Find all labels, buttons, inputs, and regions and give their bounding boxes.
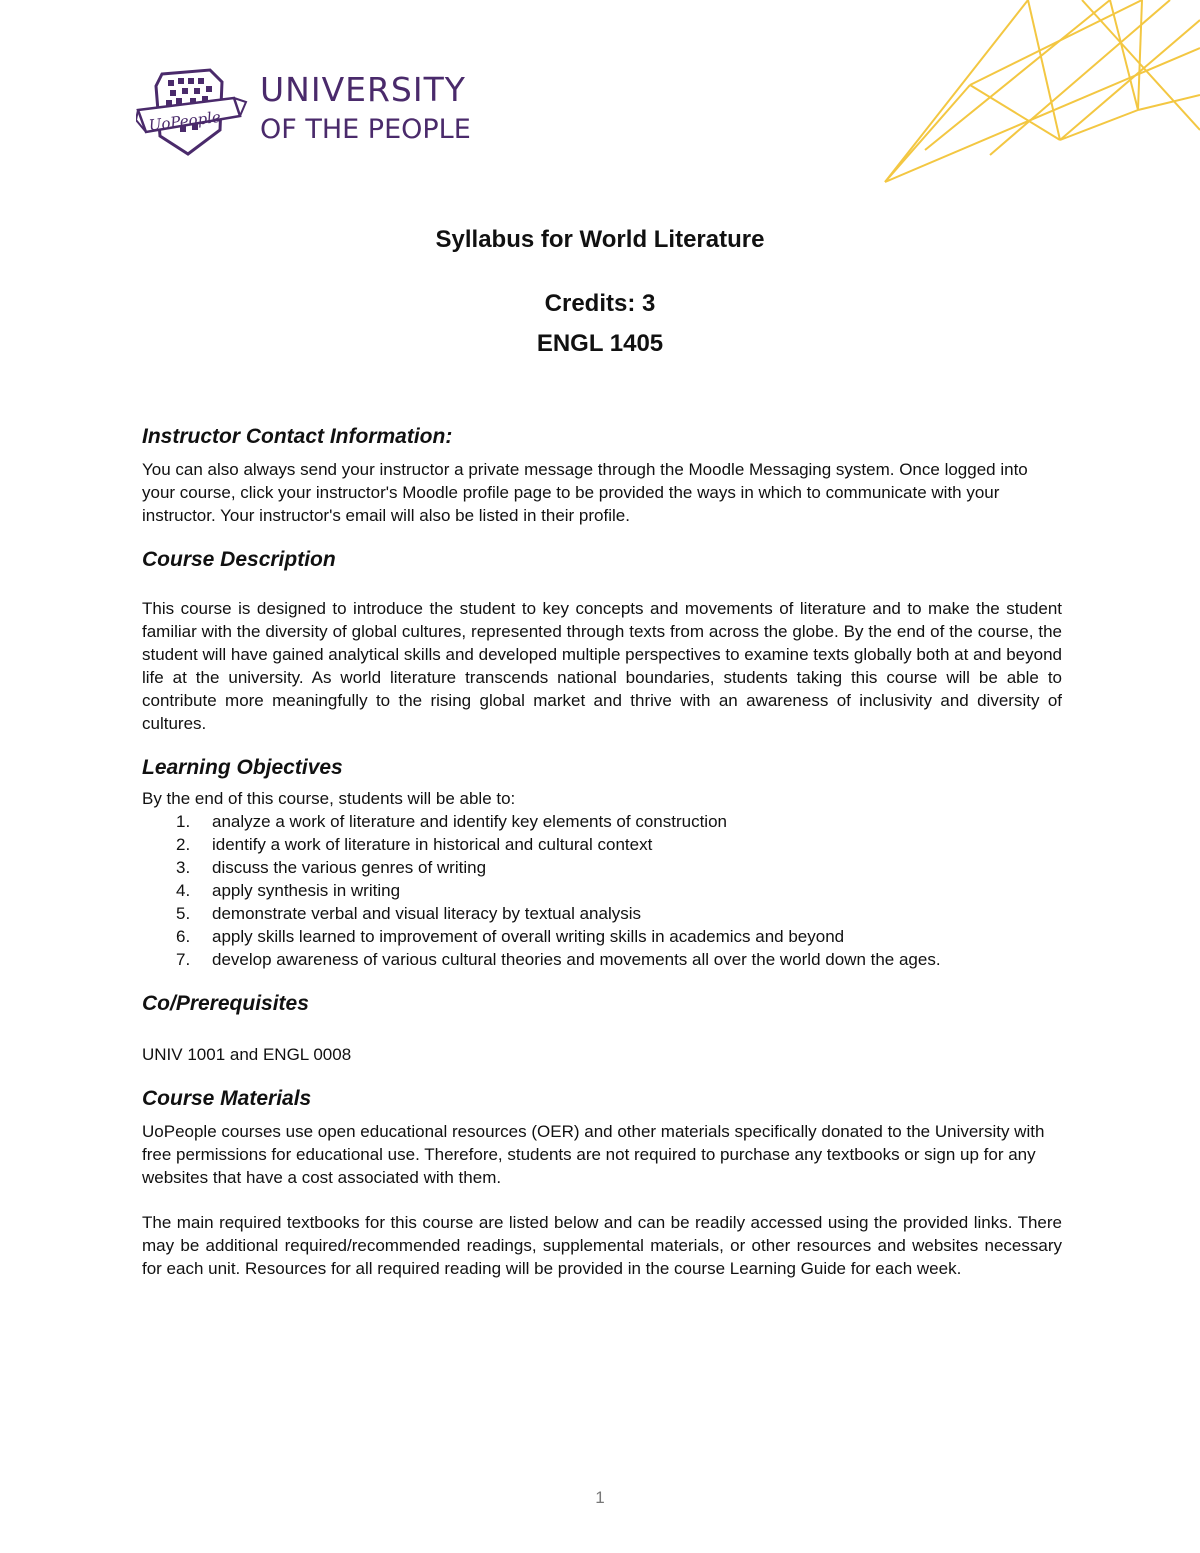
- list-item-number: 3.: [176, 858, 191, 877]
- list-item-text: apply synthesis in writing: [212, 881, 401, 900]
- course-materials-paragraph-1: UoPeople courses use open educational resources (OER) and other materials specifically donated to the University with free permissions for educational use. Therefore, students are not required to purchase any textbooks or sign up for any websites that have a cost associated with them.: [142, 1122, 1045, 1187]
- list-item: [142, 810, 1062, 833]
- learning-objectives-heading: Learning Objectives: [142, 756, 343, 779]
- instructor-body: You can also always send your instructor a private message through the Moodle Messaging system. Once logged into your course, click your instructor's Moodle profile page to be provided the ways in which to communicate with your instructor. Your instructor's email will also be listed in their profile.: [142, 460, 1028, 525]
- page-number: 1: [595, 1488, 605, 1507]
- list-item: [142, 856, 1062, 879]
- instructor-heading: Instructor Contact Information:: [142, 425, 453, 448]
- list-item: [142, 948, 1062, 971]
- course-materials-heading: Course Materials: [142, 1087, 312, 1110]
- course-materials-paragraph-2: The main required textbooks for this course are listed below and can be readily accessed using the provided links. There may be additional required/recommended readings, supplemental materials, or other resources and websites necessary for each unit. Resources for all required reading will be provided in the course Learning Guide for each week.: [142, 1213, 1062, 1278]
- course-description-section: [142, 545, 1062, 735]
- list-item: [142, 879, 1062, 902]
- uopeople-shield-icon: [136, 66, 248, 158]
- course-code: ENGL 1405: [536, 330, 664, 357]
- document-title: Syllabus for World Literature: [435, 226, 765, 253]
- logo-badge-text: UoPeople: [147, 107, 222, 135]
- list-item-text: apply skills learned to improvement of overall writing skills in academics and beyond: [212, 927, 845, 946]
- list-item: [142, 833, 1062, 856]
- list-item-number: 6.: [176, 927, 191, 946]
- list-item-text: develop awareness of various cultural theories and movements all over the world down the ages.: [212, 950, 941, 969]
- course-description-body: This course is designed to introduce the student to key concepts and movements of literature and to make the student familiar with the diversity of global cultures, represented through texts from across the globe. By the end of the course, the student will have gained analytical skills and developed multiple perspectives to examine texts globally both at and beyond life at the university. As world literature transcends national boundaries, students taking this course will be able to contribute more meaningfully to the rising global market and thrive with an awareness of inclusivity and diversity of cultures.: [142, 599, 1062, 733]
- list-item-text: analyze a work of literature and identify key elements of construction: [212, 812, 727, 831]
- university-logo: [136, 66, 496, 158]
- syllabus-content: [142, 422, 1062, 1280]
- instructor-section: [142, 422, 1062, 527]
- list-item-number: 4.: [176, 881, 191, 900]
- prerequisites-body: UNIV 1001 and ENGL 0008: [142, 1045, 352, 1064]
- objectives-list: [142, 810, 1062, 971]
- list-item-number: 2.: [176, 835, 191, 854]
- list-item-number: 1.: [176, 812, 191, 831]
- list-item: [142, 925, 1062, 948]
- logo-of-the-people-text: OF THE PEOPLE: [260, 114, 471, 145]
- geometric-lines-decoration: [870, 0, 1200, 200]
- course-description-heading: Course Description: [142, 548, 336, 571]
- learning-objectives-section: [142, 753, 1062, 971]
- course-materials-section: [142, 1084, 1062, 1280]
- prerequisites-heading: Co/Prerequisites: [142, 992, 309, 1015]
- list-item-text: discuss the various genres of writing: [212, 858, 487, 877]
- prerequisites-section: [142, 989, 1062, 1066]
- learning-objectives-intro: By the end of this course, students will be able to:: [142, 789, 516, 808]
- credits-line: Credits: 3: [544, 290, 656, 317]
- title-block: [0, 222, 1200, 362]
- logo-university-text: UNIVERSITY: [260, 70, 466, 109]
- list-item-text: demonstrate verbal and visual literacy by textual analysis: [212, 904, 641, 923]
- list-item-text: identify a work of literature in historical and cultural context: [212, 835, 653, 854]
- list-item-number: 5.: [176, 904, 191, 923]
- list-item: [142, 902, 1062, 925]
- list-item-number: 7.: [176, 950, 191, 969]
